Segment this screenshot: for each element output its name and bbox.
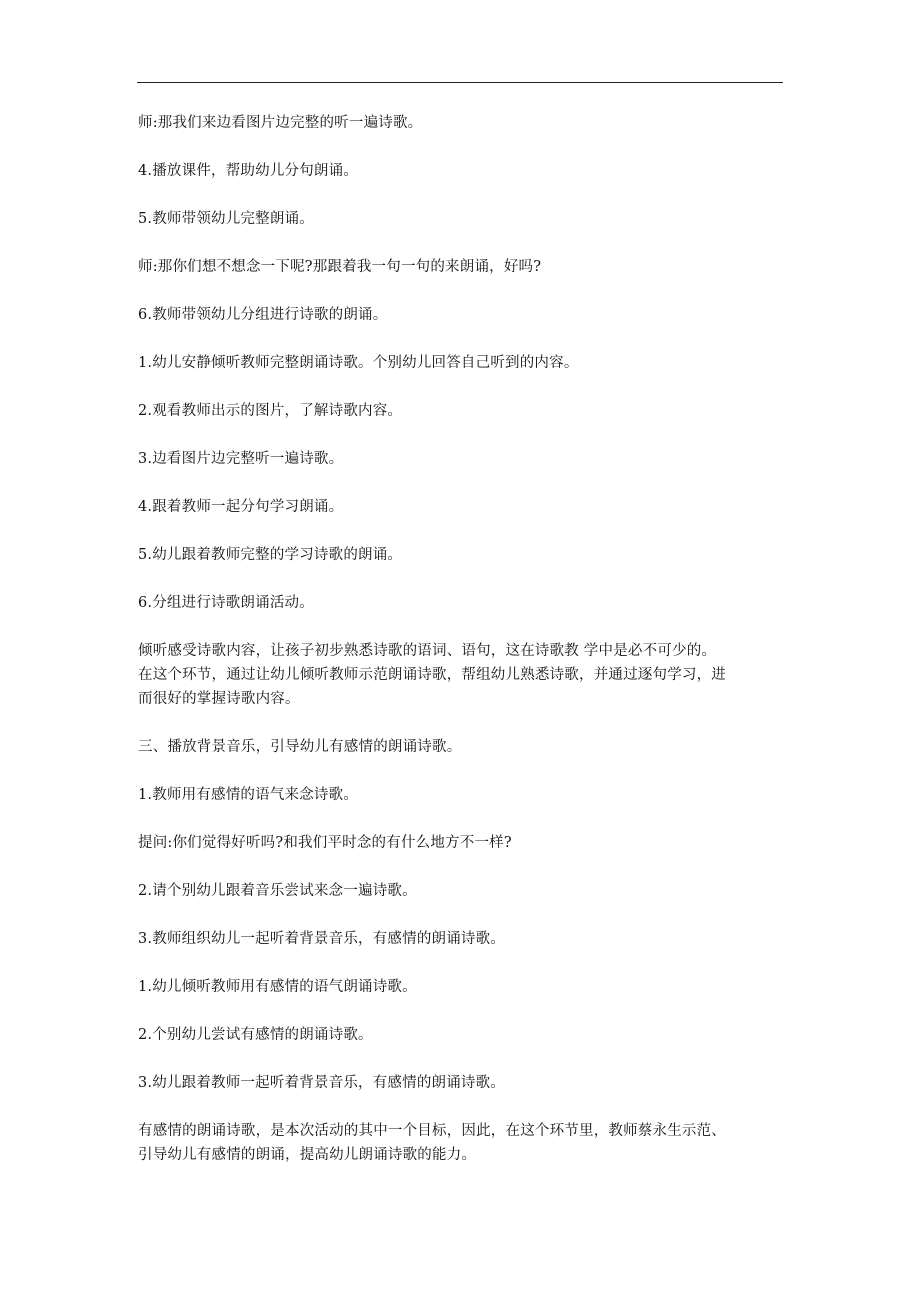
paragraph-21: [138, 1119, 786, 1167]
paragraph-18: [138, 975, 786, 999]
paragraph-line: 3.教师组织幼儿一起听着背景音乐，有感情的朗诵诗歌。: [138, 931, 506, 947]
paragraph-6: [138, 351, 786, 375]
paragraph-line: 师:那我们来边看图片边完整的听一遍诗歌。: [138, 115, 423, 131]
paragraph-line: 1.教师用有感情的语气来念诗歌。: [138, 787, 359, 803]
paragraph-12: [138, 639, 786, 711]
paragraph-15: [138, 831, 786, 855]
document-body: [138, 111, 786, 1191]
paragraph-line: 2.个别幼儿尝试有感情的朗诵诗歌。: [138, 1027, 373, 1043]
paragraph-1: [138, 111, 786, 135]
paragraph-11: [138, 591, 786, 615]
paragraph-19: [138, 1023, 786, 1047]
paragraph-17: [138, 927, 786, 951]
paragraph-8: [138, 447, 786, 471]
paragraph-line: 3.边看图片边完整听一遍诗歌。: [138, 451, 344, 467]
paragraph-line: 提问:你们觉得好听吗?和我们平时念的有什么地方不一样?: [138, 835, 512, 851]
paragraph-line: 5.教师带领幼儿完整朗诵。: [138, 211, 314, 227]
paragraph-3: [138, 207, 786, 231]
paragraph-line: 而很好的掌握诗歌内容。: [138, 691, 300, 707]
paragraph-line: 1.幼儿倾听教师用有感情的语气朗诵诗歌。: [138, 979, 417, 995]
paragraph-10: [138, 543, 786, 567]
paragraph-2: [138, 159, 786, 183]
paragraph-line: 4.播放课件，帮助幼儿分句朗诵。: [138, 163, 359, 179]
paragraph-line: 有感情的朗诵诗歌，是本次活动的其中一个目标，因此，在这个环节里，教师蔡永生示范、: [138, 1123, 726, 1139]
paragraph-line: 2.请个别幼儿跟着音乐尝试来念一遍诗歌。: [138, 883, 417, 899]
paragraph-line: 6.分组进行诗歌朗诵活动。: [138, 595, 314, 611]
paragraph-line: 6.教师带领幼儿分组进行诗歌的朗诵。: [138, 307, 388, 323]
paragraph-line: 倾听感受诗歌内容，让孩子初步熟悉诗歌的语词、语句，这在诗歌教 学中是必不可少的。: [138, 643, 717, 659]
paragraph-line: 3.幼儿跟着教师一起听着背景音乐，有感情的朗诵诗歌。: [138, 1075, 506, 1091]
paragraph-20: [138, 1071, 786, 1095]
paragraph-line: 在这个环节，通过让幼儿倾听教师示范朗诵诗歌，帮组幼儿熟悉诗歌，并通过逐句学习，进: [138, 667, 726, 683]
paragraph-16: [138, 879, 786, 903]
paragraph-line: 4.跟着教师一起分句学习朗诵。: [138, 499, 344, 515]
paragraph-4: [138, 255, 786, 279]
paragraph-9: [138, 495, 786, 519]
paragraph-line: 2.观看教师出示的图片，了解诗歌内容。: [138, 403, 403, 419]
paragraph-line: 三、播放背景音乐，引导幼儿有感情的朗诵诗歌。: [138, 739, 462, 755]
header-rule: [137, 82, 783, 83]
paragraph-line: 师:那你们想不想念一下呢?那跟着我一句一句的来朗诵，好吗?: [138, 259, 542, 275]
paragraph-7: [138, 399, 786, 423]
paragraph-14: [138, 783, 786, 807]
paragraph-line: 1.幼儿安静倾听教师完整朗诵诗歌。个别幼儿回答自己听到的内容。: [138, 355, 579, 371]
paragraph-line: 引导幼儿有感情的朗诵，提高幼儿朗诵诗歌的能力。: [138, 1147, 477, 1163]
section-heading: [138, 735, 786, 759]
paragraph-5: [138, 303, 786, 327]
paragraph-line: 5.幼儿跟着教师完整的学习诗歌的朗诵。: [138, 547, 403, 563]
